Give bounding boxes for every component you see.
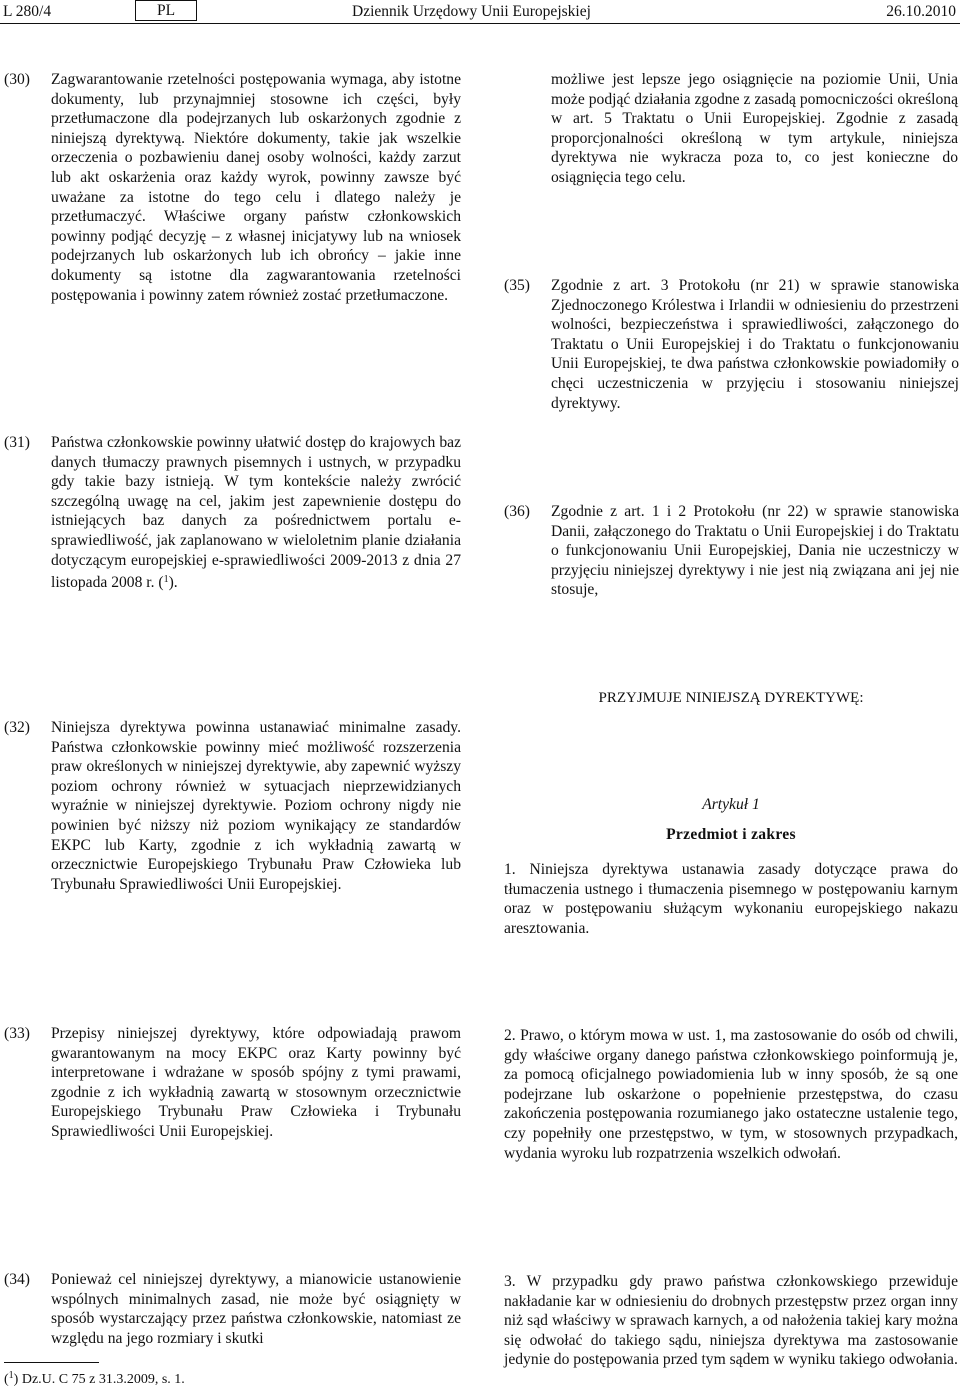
recital-text-end: ). (168, 574, 178, 592)
recital-number: (31) (4, 434, 30, 451)
recital-text (51, 433, 461, 593)
page-reference: L 280/4 (3, 3, 52, 20)
journal-title: Dziennik Urzędowy Unii Europejskiej (352, 3, 591, 20)
article-title: Przedmiot i zakres (666, 826, 796, 843)
footnote-rule (4, 1362, 99, 1363)
article-paragraph-2 (504, 1026, 958, 1163)
article-number: Artykuł 1 (702, 796, 760, 813)
recital-number: (35) (504, 277, 530, 294)
paragraph-number: 2. (504, 1027, 516, 1044)
recital-text: Niniejsza dyrektywa powinna ustanawiać minimalne zasady. Państwa członkowskie powinny mieć możliwość rozszerzenia praw określonych w niniejszej dyrektywie, aby zapewnić wyższy poziom ochrony również w sytuacjach nieprzewidzianych wyraźnie w niniejszej dyrektywie. Poziom ochrony nigdy nie powinien być niższy niż poziom wynikający ze standardów EKPC lub Karty, zgodnie z ich wykładnią zawartą w orzecznictwie Europejskiego Trybunału Praw Człowieka lub Trybunału Sprawiedliwości Unii Europejskiej. (51, 719, 461, 893)
recital-text: Przepisy niniejszej dyrektywy, które odpowiadają prawom gwarantowanym na mocy EKPC oraz Karty powinny być interpretowane i wdrażane w sposób spójny z tymi prawami, zgodnie z ich wykładnią zawartą w stosownym orzecznictwie Europejskiego Trybunału Praw Człowieka i Trybunału Sprawiedliwości Unii Europejskiej. (51, 1025, 461, 1140)
recital-number: (36) (504, 503, 530, 520)
paragraph-number: 1. (504, 861, 516, 878)
recital-text: Zgodnie z art. 1 i 2 Protokołu (nr 22) w sprawie stanowiska Danii, załączonego do Traktatu o Unii Europejskiej i do Traktatu o funkcjonowaniu Unii Europejskiej, Dania nie uczestniczy w przyjęciu niniejszej dyrektywy i nie jest nią związana ani jej nie stosuje, (551, 503, 959, 599)
recital-text: Zagwarantowanie rzetelności postępowania wymaga, aby istotne dokumenty, lub przynajmniej stosowne ich części, były przetłumaczone dla podejrzanych lub oskarżonych zgodnie z niniejszą dyrektywą. Niektóre dokumenty, takie jak wszelkie orzeczenia o pozbawieniu danej osoby wolności, każdy zarzut lub akt oskarżenia oraz każdy wyrok, powinny zawsze być uważane za istotne do tego celu i dlatego należy je przetłumaczyć. Właściwe organy państw członkowskich powinny podjąć decyzję – z własnej inicjatywy lub na wniosek podejrzanych lub oskarżonych lub ich obrońcy – jakie inne dokumenty są istotne dla zagwarantowania rzetelności postępowania i powinny zatem również zostać przetłumaczone. (51, 71, 461, 304)
article-paragraph-3 (504, 1272, 958, 1370)
recital-34-continued: możliwe jest lepsze jego osiągnięcie na poziomie Unii, Unia może podjąć działania zgodne z zasadą pomocniczości określoną w art. 5 Traktatu o Unii Europejskiej. Zgodnie z zasadą proporcjonalności określoną w tym artykule, niniejsza dyrektywa nie wykracza poza to, co jest konieczne do osiągnięcia tego celu. (551, 71, 958, 186)
page-header (0, 0, 960, 22)
recital-text: Zgodnie z art. 3 Protokołu (nr 21) w sprawie stanowiska Zjednoczonego Królestwa i Irlandii w odniesieniu do przestrzeni wolności, bezpieczeństwa i sprawiedliwości, załączonego do Traktatu o Unii Europejskiej i do Traktatu o funkcjonowaniu Unii Europejskiej, te dwa państwa członkowskie powiadomiły o chęci uczestniczenia w przyjęciu i stosowaniu niniejszej dyrektywy. (551, 277, 959, 412)
paragraph-text: Niniejsza dyrektywa ustanawia zasady dotyczące prawa do tłumaczenia ustnego i tłumaczenia pisemnego w postępowaniu karnym oraz w postępowaniu służącym wykonaniu europejskiego nakazu aresztowania. (504, 861, 958, 937)
footnote-reference: 1 (163, 574, 169, 586)
header-rule (0, 23, 960, 24)
paragraph-number: 3. (504, 1273, 516, 1290)
article-paragraph-1 (504, 860, 958, 938)
recital-number: (32) (4, 719, 30, 736)
paragraph-text: W przypadku gdy prawo państwa członkowskiego przewiduje nakładanie kar w odniesieniu do drobnych przestępstw przez organ inny niż sąd właściwy w sprawach karnych, a od nałożenia takiej kary można się odwołać do takiego sądu, niniejsza dyrektywa ma zastosowanie jedynie do postępowania przed tym sądem w wyniku takiego odwołania. (504, 1273, 958, 1369)
adoption-formula: PRZYJMUJE NINIEJSZĄ DYREKTYWĘ: (598, 690, 864, 706)
footnote: ($^1$) Dz.U. C 75 z 31.3.2009, s. 1. (4, 1370, 185, 1387)
paragraph-text: Prawo, o którym mowa w ust. 1, ma zastosowanie do osób od chwili, gdy właściwe organy danego państwa członkowskiego poinformują je, za pomocą oficjalnego powiadomienia lub w inny sposób, że są one podejrzane lub oskarżone o popełnienie przestępstwa, do czasu zakończenia postępowania rozumianego jako ostateczne ustalenie tego, czy popełniły one przestępstwo, w tym, w stosownych przypadkach, wydania wyroku lub rozpatrzenia wszelkich odwołań. (504, 1027, 958, 1162)
footnote-number: 1 (8, 1370, 14, 1381)
recital-number: (34) (4, 1271, 30, 1288)
recital-number: (30) (4, 71, 30, 88)
footnote-text: Dz.U. C 75 z 31.3.2009, s. 1. (21, 1372, 185, 1387)
language-code-box: PL (135, 0, 197, 21)
recital-text-body: Państwa członkowskie powinny ułatwić dostęp do krajowych baz danych tłumaczy prawnych pisemnych i ustnych, w przypadku gdy takie bazy istnieją. W tym kontekście należy zwrócić szczególną uwagę na cel, jakim jest zapewnienie dostępu do istniejących baz danych za pośrednictwem portalu e-sprawiedliwość, jak zaplanowano w wieloletnim planie działania dotyczącym europejskiej e-sprawiedliwości 2009-2013 z dnia 27 listopada 2008 r. ( (51, 434, 461, 592)
recital-text: Ponieważ cel niniejszej dyrektywy, a mianowicie ustanowienie wspólnych minimalnych zasad, nie może być osiągnięty w sposób wystarczający przez państwa członkowskie, natomiast ze względu na jego rozmiary i skutki (51, 1271, 461, 1347)
publication-date: 26.10.2010 (886, 3, 956, 20)
recital-number: (33) (4, 1025, 30, 1042)
